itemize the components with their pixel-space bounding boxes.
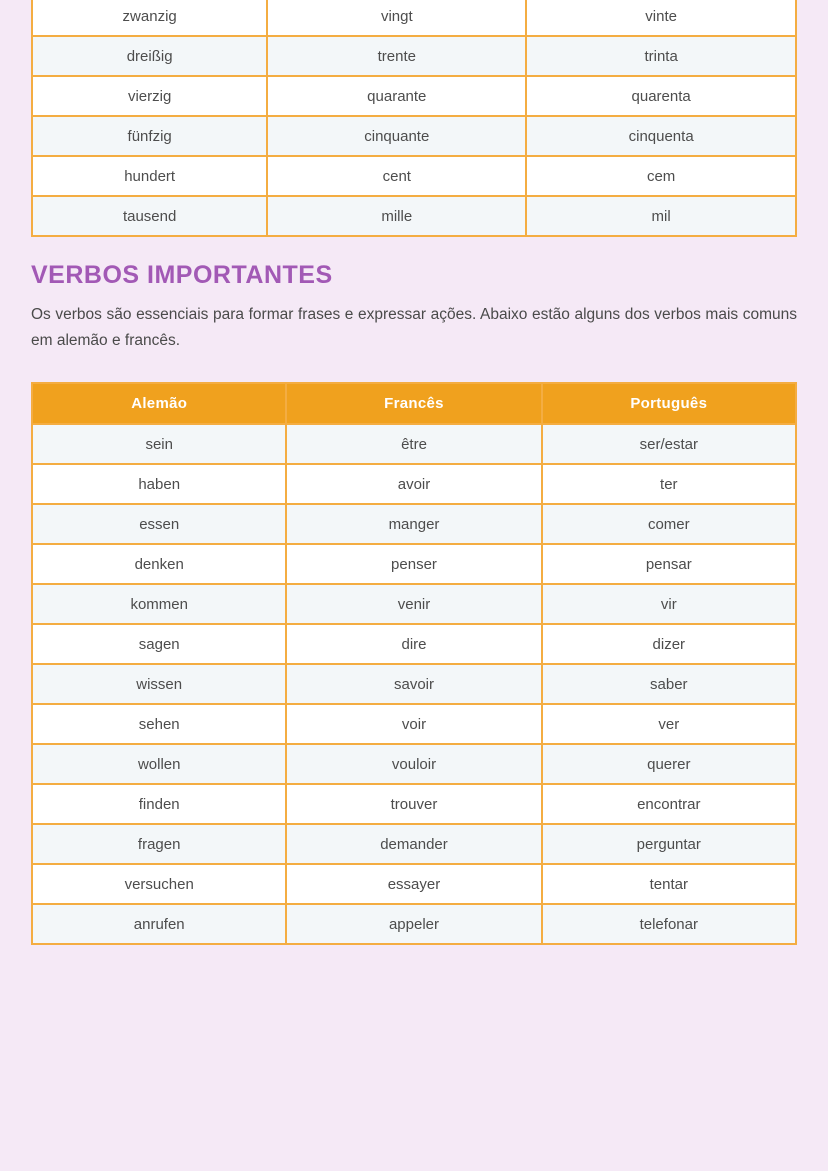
table-cell: cinquenta (526, 116, 796, 156)
verbs-table (31, 382, 797, 945)
table-cell: fünfzig (32, 116, 267, 156)
table-cell: haben (32, 464, 286, 504)
table-cell: vingt (267, 0, 526, 36)
table-cell: trouver (286, 784, 541, 824)
table-cell: appeler (286, 904, 541, 944)
table-cell: telefonar (542, 904, 796, 944)
table-row (32, 76, 796, 116)
table-cell: dizer (542, 624, 796, 664)
table-cell: essen (32, 504, 286, 544)
section-heading-verbos-importantes: VERBOS IMPORTANTES (31, 261, 333, 289)
table-cell: zwanzig (32, 0, 267, 36)
table-cell: mille (267, 196, 526, 236)
table-cell: comer (542, 504, 796, 544)
table-cell: dreißig (32, 36, 267, 76)
table-cell: penser (286, 544, 541, 584)
table-row (32, 904, 796, 944)
table-cell: wollen (32, 744, 286, 784)
table-cell: tausend (32, 196, 267, 236)
table-cell: wissen (32, 664, 286, 704)
table-row (32, 36, 796, 76)
table-cell: fragen (32, 824, 286, 864)
verbs-table-header-row (32, 383, 796, 424)
table-cell: denken (32, 544, 286, 584)
table-cell: mil (526, 196, 796, 236)
verbs-table-body (32, 424, 796, 944)
table-row (32, 824, 796, 864)
numbers-table-body (32, 0, 796, 236)
table-cell: vir (542, 584, 796, 624)
table-cell: saber (542, 664, 796, 704)
table-cell: demander (286, 824, 541, 864)
table-cell: ser/estar (542, 424, 796, 464)
table-cell: quarenta (526, 76, 796, 116)
table-row (32, 784, 796, 824)
table-cell: venir (286, 584, 541, 624)
column-header: Francês (286, 383, 541, 424)
table-row (32, 704, 796, 744)
table-cell: perguntar (542, 824, 796, 864)
table-cell: trente (267, 36, 526, 76)
table-cell: pensar (542, 544, 796, 584)
table-cell: tentar (542, 864, 796, 904)
verbs-table-head (32, 383, 796, 424)
table-cell: sein (32, 424, 286, 464)
table-cell: sehen (32, 704, 286, 744)
table-cell: avoir (286, 464, 541, 504)
section-description: Os verbos são essenciais para formar frases e expressar ações. Abaixo estão alguns dos verbos mais comuns em alemão e francês. (31, 306, 797, 349)
numbers-table (31, 0, 797, 237)
table-cell: querer (542, 744, 796, 784)
table-cell: trinta (526, 36, 796, 76)
table-cell: sagen (32, 624, 286, 664)
table-cell: vouloir (286, 744, 541, 784)
table-cell: hundert (32, 156, 267, 196)
table-cell: anrufen (32, 904, 286, 944)
table-cell: être (286, 424, 541, 464)
column-header: Alemão (32, 383, 286, 424)
table-row (32, 0, 796, 36)
table-cell: essayer (286, 864, 541, 904)
table-row (32, 116, 796, 156)
table-row (32, 424, 796, 464)
table-cell: encontrar (542, 784, 796, 824)
table-row (32, 544, 796, 584)
table-row (32, 196, 796, 236)
table-cell: kommen (32, 584, 286, 624)
table-cell: versuchen (32, 864, 286, 904)
column-header: Português (542, 383, 796, 424)
table-row (32, 744, 796, 784)
table-cell: quarante (267, 76, 526, 116)
table-cell: cinquante (267, 116, 526, 156)
table-row (32, 504, 796, 544)
table-row (32, 664, 796, 704)
table-cell: voir (286, 704, 541, 744)
table-cell: manger (286, 504, 541, 544)
table-cell: cem (526, 156, 796, 196)
table-cell: ter (542, 464, 796, 504)
table-row (32, 464, 796, 504)
table-cell: cent (267, 156, 526, 196)
table-row (32, 864, 796, 904)
table-cell: ver (542, 704, 796, 744)
table-row (32, 584, 796, 624)
table-cell: vinte (526, 0, 796, 36)
table-cell: finden (32, 784, 286, 824)
table-row (32, 156, 796, 196)
table-cell: dire (286, 624, 541, 664)
table-cell: savoir (286, 664, 541, 704)
table-row (32, 624, 796, 664)
table-cell: vierzig (32, 76, 267, 116)
